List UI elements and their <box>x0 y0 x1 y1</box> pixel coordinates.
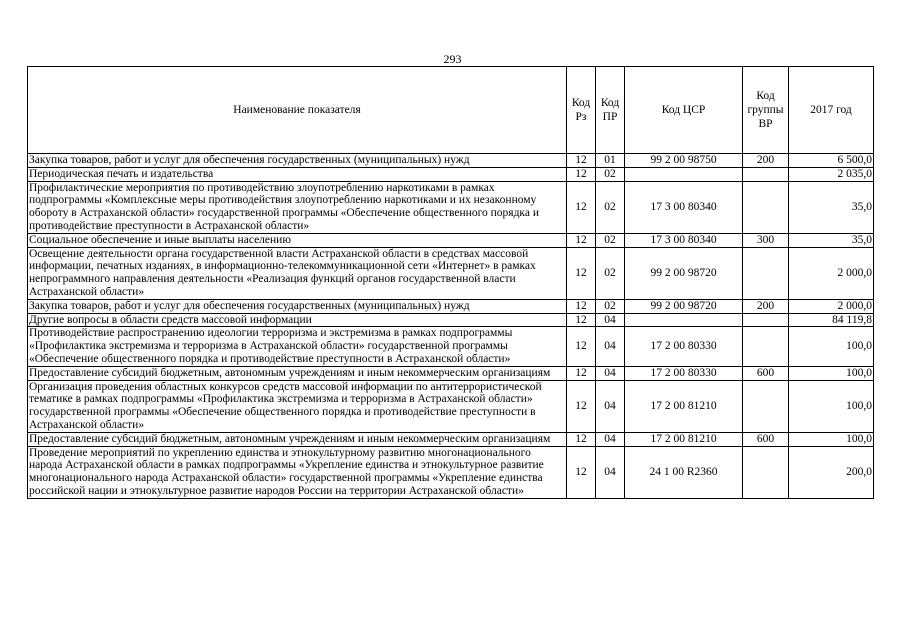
row-pr: 04 <box>596 446 625 498</box>
row-pr: 04 <box>596 380 625 432</box>
table-row <box>28 233 874 247</box>
row-pr: 04 <box>596 366 625 380</box>
table-row <box>28 247 874 299</box>
row-csr: 17 2 00 80330 <box>625 327 743 366</box>
row-vr: 200 <box>743 154 789 168</box>
row-csr: 17 2 00 81210 <box>625 380 743 432</box>
table-row <box>28 366 874 380</box>
table-row <box>28 167 874 181</box>
row-name: Противодействие распространению идеологии терроризма и экстремизма в рамках подпрограммы «Профилактика экстремизма и терроризма в Астраханской области» государственной программы «Обеспечение общественного порядка и противодействие преступности в Астраханской области» <box>28 327 567 366</box>
row-rz: 12 <box>567 167 596 181</box>
table-row <box>28 181 874 233</box>
row-pr: 02 <box>596 167 625 181</box>
row-csr: 17 3 00 80340 <box>625 181 743 233</box>
row-csr: 99 2 00 98750 <box>625 154 743 168</box>
row-amount: 100,0 <box>789 380 874 432</box>
row-vr <box>743 247 789 299</box>
row-pr: 04 <box>596 327 625 366</box>
row-name: Предоставление субсидий бюджетным, автономным учреждениям и иным некоммерческим организациям <box>28 432 567 446</box>
row-csr: 99 2 00 98720 <box>625 299 743 313</box>
budget-table <box>27 66 874 499</box>
row-pr: 02 <box>596 247 625 299</box>
row-name: Периодическая печать и издательства <box>28 167 567 181</box>
header-pr: Код ПР <box>596 67 625 154</box>
header-rz: Код Рз <box>567 67 596 154</box>
row-rz: 12 <box>567 313 596 327</box>
row-name: Освещение деятельности органа государственной власти Астраханской области в средствах массовой информации, печатных изданиях, в информационно-телекоммуникационной сети «Интернет» в рамках непрограммного направления деятельности «Реализация функций органов государственной власти Астраханской области» <box>28 247 567 299</box>
row-csr: 17 3 00 80340 <box>625 233 743 247</box>
row-name: Социальное обеспечение и иные выплаты населению <box>28 233 567 247</box>
row-csr: 24 1 00 R2360 <box>625 446 743 498</box>
header-csr: Код ЦСР <box>625 67 743 154</box>
table-row <box>28 299 874 313</box>
row-csr <box>625 313 743 327</box>
row-rz: 12 <box>567 366 596 380</box>
row-amount: 2 035,0 <box>789 167 874 181</box>
row-pr: 04 <box>596 432 625 446</box>
row-csr: 99 2 00 98720 <box>625 247 743 299</box>
row-rz: 12 <box>567 446 596 498</box>
row-amount: 84 119,8 <box>789 313 874 327</box>
row-csr: 17 2 00 81210 <box>625 432 743 446</box>
row-pr: 02 <box>596 233 625 247</box>
row-amount: 6 500,0 <box>789 154 874 168</box>
row-vr <box>743 167 789 181</box>
row-vr <box>743 380 789 432</box>
header-year: 2017 год <box>789 67 874 154</box>
row-vr <box>743 446 789 498</box>
row-amount: 100,0 <box>789 366 874 380</box>
row-rz: 12 <box>567 233 596 247</box>
row-name: Закупка товаров, работ и услуг для обеспечения государственных (муниципальных) нужд <box>28 154 567 168</box>
row-vr <box>743 313 789 327</box>
table-row <box>28 432 874 446</box>
header-vr: Код группы ВР <box>743 67 789 154</box>
table-row <box>28 327 874 366</box>
row-rz: 12 <box>567 154 596 168</box>
row-name: Закупка товаров, работ и услуг для обеспечения государственных (муниципальных) нужд <box>28 299 567 313</box>
row-amount: 200,0 <box>789 446 874 498</box>
row-vr: 600 <box>743 366 789 380</box>
row-rz: 12 <box>567 432 596 446</box>
table-row <box>28 313 874 327</box>
row-name: Другие вопросы в области средств массовой информации <box>28 313 567 327</box>
row-amount: 35,0 <box>789 181 874 233</box>
row-amount: 35,0 <box>789 233 874 247</box>
row-csr <box>625 167 743 181</box>
table-header-row <box>28 67 874 154</box>
row-rz: 12 <box>567 181 596 233</box>
row-pr: 04 <box>596 313 625 327</box>
row-vr: 200 <box>743 299 789 313</box>
page-number: 293 <box>443 52 462 66</box>
table-row <box>28 446 874 498</box>
row-vr: 300 <box>743 233 789 247</box>
row-vr <box>743 181 789 233</box>
row-name: Проведение мероприятий по укреплению единства и этнокультурному развитию многонационального народа Астраханской области в рамках подпрограммы «Укрепление единства и этнокультурное развитие многонационального народа Астраханской области» государственной программы «Укрепление единства российской нации и этнокультурное развитие народов России на территории Астраханской области» <box>28 446 567 498</box>
row-pr: 02 <box>596 299 625 313</box>
row-amount: 100,0 <box>789 327 874 366</box>
row-name: Организация проведения областных конкурсов средств массовой информации по антитеррористической тематике в рамках подпрограммы «Профилактика экстремизма и терроризма в Астраханской области» государственной программы «Обеспечение общественного порядка и противодействие преступности в Астраханской области» <box>28 380 567 432</box>
row-amount: 2 000,0 <box>789 299 874 313</box>
row-rz: 12 <box>567 327 596 366</box>
table-row <box>28 154 874 168</box>
table-row <box>28 380 874 432</box>
header-name: Наименование показателя <box>28 67 567 154</box>
row-rz: 12 <box>567 380 596 432</box>
row-pr: 01 <box>596 154 625 168</box>
row-name: Предоставление субсидий бюджетным, автономным учреждениям и иным некоммерческим организациям <box>28 366 567 380</box>
row-name: Профилактические мероприятия по противодействию злоупотреблению наркотиками в рамках подпрограммы «Комплексные меры противодействия злоупотреблению наркотиками и их незаконному обороту в Астраханской области» государственной программы «Обеспечение общественного порядка и противодействие преступности в Астраханской области» <box>28 181 567 233</box>
row-csr: 17 2 00 80330 <box>625 366 743 380</box>
row-vr: 600 <box>743 432 789 446</box>
row-amount: 2 000,0 <box>789 247 874 299</box>
row-amount: 100,0 <box>789 432 874 446</box>
row-rz: 12 <box>567 299 596 313</box>
row-rz: 12 <box>567 247 596 299</box>
row-pr: 02 <box>596 181 625 233</box>
row-vr <box>743 327 789 366</box>
